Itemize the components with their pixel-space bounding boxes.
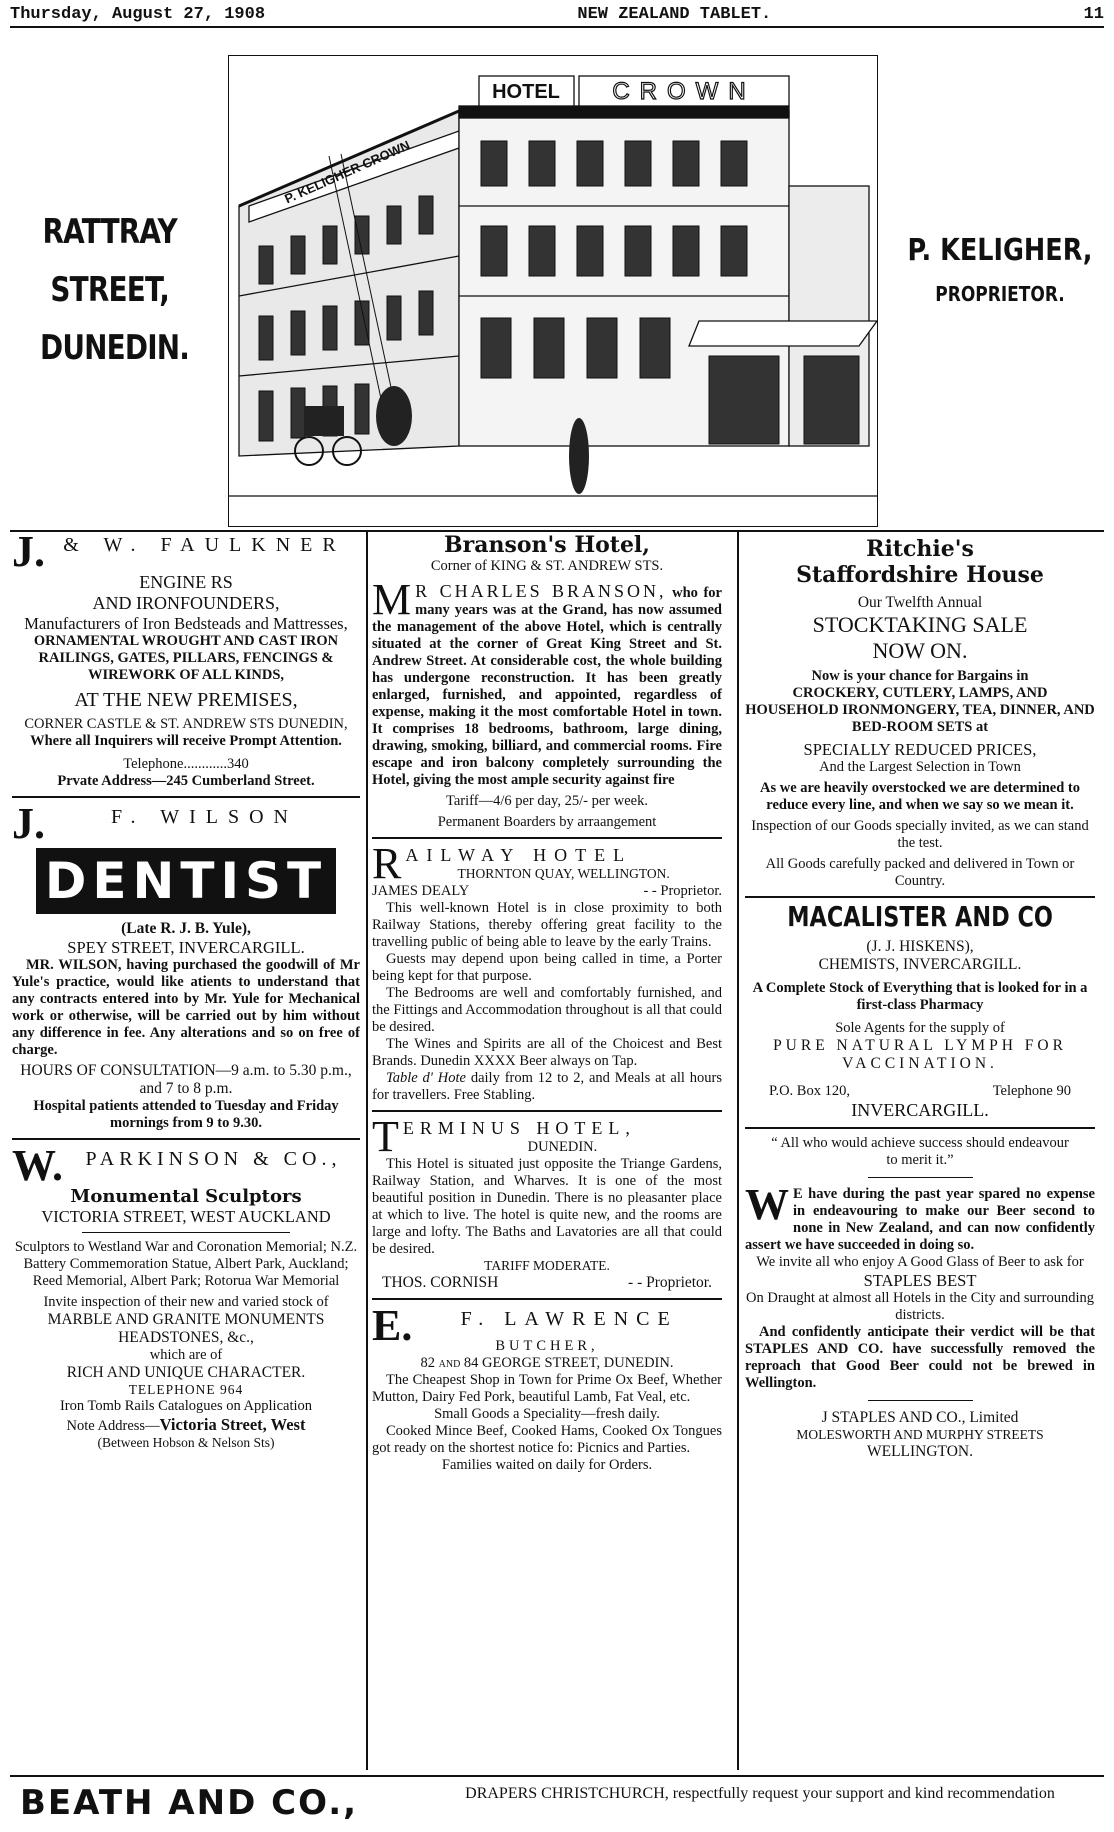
advert-line: which are of bbox=[149, 1347, 223, 1363]
advert-line: SPEY STREET, INVERCARGILL. bbox=[67, 938, 305, 957]
column-2 bbox=[372, 532, 722, 1770]
advert-line: Small Goods a Speciality—fresh daily. bbox=[434, 1406, 660, 1422]
advert-line: Tariff—4/6 per day, 25/- per week. bbox=[446, 793, 648, 809]
advert-name: AILWAY HOTEL bbox=[405, 845, 633, 865]
advert-paragraph: The Wines and Spirits are all of the Choicest and Best Brands. Dunedin XXXX Beer always on Tap. bbox=[372, 1036, 722, 1069]
advert-paragraph: MR. WILSON, having purchased the goodwill of Mr Yule's practice, would like atients to understand that any contracts entered into by Mr. Yule for Mechanical work or otherwise, will be carried out by him without any difference in fee. Any alterations and so on free of charge. bbox=[12, 957, 360, 1058]
column-3 bbox=[745, 532, 1095, 1770]
header-page-number: 11 bbox=[1083, 5, 1104, 24]
advert-paragraph: E have during the past year spared no expense in endeavouring to make our Beer second to none in New Zealand, and can now confidently assert we have succeeded in doing so. bbox=[745, 1186, 1095, 1253]
advert-line: Our Twelfth Annual bbox=[857, 594, 983, 611]
crown-hotel-advert bbox=[10, 28, 1104, 528]
advert-name: F. LAWRENCE bbox=[460, 1308, 678, 1330]
advert-line: Iron Tomb Rails Catalogues on Application bbox=[59, 1398, 313, 1414]
advert-line: MOLESWORTH AND MURPHY STREETS bbox=[796, 1427, 1044, 1442]
advert-line: TELEPHONE 964 bbox=[128, 1382, 244, 1397]
advert-line: Sole Agents for the supply of bbox=[835, 1020, 1005, 1036]
advert-line: - - Proprietor. bbox=[628, 1274, 712, 1291]
advert-line: Prvate Address—245 Cumberland Street. bbox=[57, 773, 315, 789]
advert-line: (Late R. J. B. Yule), bbox=[121, 920, 251, 937]
advert-line: ENGINE RS bbox=[139, 572, 233, 592]
advert-line: AT THE NEW PREMISES, bbox=[74, 689, 298, 711]
advert-paragraph: who for many years was at the Grand, has now assumed the management of the above Hotel, which is centrally situated at the corner of Great King Street and St. Andrew Street. At considerable cost, the whole building has undergone reconstruction. It has been greatly enlarged, furnished, and appointed, regardless of expense, making it the most comfortable Hotel in town. It comprises 18 bedrooms, bathroom, large dining, drawing, smoking, billiard, and commercial rooms. Fire escape and iron balcony completely surrounding the Hotel, giving the most ample security against fire bbox=[372, 585, 722, 788]
page-header bbox=[10, 4, 1104, 28]
advert-title: MACALISTER AND CO bbox=[787, 900, 1053, 933]
advert-separator bbox=[372, 1110, 722, 1112]
advert-line: Inspection of our Goods specially invited, as we can stand the test. bbox=[751, 818, 1089, 851]
column-1 bbox=[12, 532, 360, 1770]
drop-cap: R bbox=[372, 839, 402, 888]
advert-paragraph: Sculptors to Westland War and Coronation Memorial; N.Z. Battery Commemoration Statue, Albert Park, Auckland; Reed Memorial, Albert Park; Rotorua War Memorial bbox=[14, 1239, 358, 1289]
drop-cap: M bbox=[372, 575, 412, 624]
advert-line: Hospital patients attended to Tuesday and Friday mornings from 9 to 9.30. bbox=[33, 1098, 339, 1131]
advert-initial: J. bbox=[12, 799, 45, 848]
advert-line: We invite all who enjoy A Good Glass of Beer to ask for bbox=[756, 1254, 1084, 1270]
advert-line: PURE NATURAL LYMPH FOR VACCINATION. bbox=[773, 1037, 1067, 1072]
advert-line: Corner of KING & ST. ANDREW STS. bbox=[430, 558, 664, 574]
advert-line: MARBLE AND GRANITE MONUMENTS HEADSTONES, &c., bbox=[47, 1311, 325, 1346]
advert-paragraph: Guests may depend upon being called in time, a Porter being kept for that purpose. bbox=[372, 951, 722, 984]
advert-line: WELLINGTON. bbox=[866, 1443, 974, 1460]
advert-separator bbox=[12, 1138, 360, 1140]
advert-line: (J. J. HISKENS), bbox=[866, 938, 974, 955]
advert-line: Families waited on daily for Orders. bbox=[441, 1457, 653, 1473]
advert-line: JAMES DEALY bbox=[372, 883, 470, 899]
advert-line: RICH AND UNIQUE CHARACTER. bbox=[66, 1364, 306, 1381]
rule bbox=[868, 1400, 973, 1401]
advert-line: Now is your chance for Bargains in bbox=[811, 668, 1029, 684]
header-date: Thursday, August 27, 1908 bbox=[10, 5, 266, 24]
advert-line: Telephone 90 bbox=[992, 1083, 1071, 1099]
advert-line: - - Proprietor. bbox=[643, 883, 722, 899]
advert-line: STAPLES BEST bbox=[863, 1271, 977, 1290]
rule bbox=[868, 1177, 973, 1178]
column-rule bbox=[366, 532, 368, 1770]
advert-line: daily from 12 to 2, and Meals at all hours for travellers. Free Stabling. bbox=[372, 1070, 722, 1103]
lawrence-advert bbox=[372, 1301, 722, 1474]
sign-crown: CROWN bbox=[612, 78, 756, 105]
advert-line: A Complete Stock of Everything that is looked for in a first-class Pharmacy bbox=[752, 980, 1088, 1013]
advert-paragraph: And confidently anticipate their verdict will be that STAPLES AND CO. have successfully removed the reproach that Good Beer could not be brewed in Wellington. bbox=[745, 1324, 1095, 1391]
proprietor-title: PROPRIETOR. bbox=[935, 282, 1065, 306]
advert-line: (Between Hobson & Nelson Sts) bbox=[97, 1435, 275, 1450]
advert-line: J STAPLES AND CO., Limited bbox=[821, 1409, 1019, 1426]
advert-title: Branson's Hotel, bbox=[444, 532, 650, 558]
drop-cap: W bbox=[745, 1180, 789, 1229]
macalister-advert bbox=[745, 900, 1095, 1121]
advert-line: P.O. Box 120, bbox=[769, 1083, 850, 1099]
location-line: RATTRAY bbox=[42, 212, 177, 252]
advert-line: Permanent Boarders by arraangement bbox=[437, 814, 657, 830]
advert-paragraph: Cooked Mince Beef, Cooked Hams, Cooked Ox Tongues got ready on the shortest notice fo: Picnics and Parties. bbox=[372, 1423, 722, 1456]
advert-line: NOW ON. bbox=[872, 638, 968, 663]
dentist-badge: DENTIST bbox=[36, 848, 336, 914]
advert-line: TARIFF MODERATE. bbox=[484, 1258, 610, 1273]
advert-line: As we are heavily overstocked we are determined to reduce every line, and when we say so we mean it. bbox=[760, 780, 1080, 813]
advert-line: Telephone............340 bbox=[123, 756, 249, 772]
parkinson-advert bbox=[12, 1141, 360, 1451]
advert-line: Victoria Street, West bbox=[159, 1415, 306, 1434]
crown-hotel-engraving bbox=[228, 55, 878, 527]
advert-line: On Draught at almost all Hotels in the City and surrounding districts. bbox=[746, 1290, 1094, 1323]
advert-separator bbox=[372, 837, 722, 839]
wilson-advert bbox=[12, 799, 360, 1132]
advert-paragraph: This Hotel is situated just opposite the Triange Gardens, Railway Station, and Wharves. It is one of the most beautiful position in Dunedin. There is no pleasanter place at which to live. The hotel is quite new, and the rooms are large and lofty. The Baths and Lavatories are all that could be desired. bbox=[372, 1156, 722, 1257]
crown-location bbox=[40, 203, 190, 377]
advert-line: 82 and 84 GEORGE STREET, DUNEDIN. bbox=[420, 1355, 674, 1371]
footer-advert bbox=[10, 1775, 1104, 1827]
ritchie-advert bbox=[745, 536, 1095, 890]
advert-separator bbox=[372, 1298, 722, 1300]
advert-line: THORNTON QUAY, WELLINGTON. bbox=[457, 866, 670, 881]
advert-name: ERMINUS HOTEL, bbox=[402, 1118, 636, 1138]
advert-line: SPECIALLY REDUCED PRICES, bbox=[803, 740, 1037, 759]
advert-title: Ritchie's bbox=[866, 536, 974, 562]
advert-name: & W. FAULKNER bbox=[63, 534, 346, 556]
advert-separator bbox=[12, 796, 360, 798]
staples-advert bbox=[745, 1135, 1095, 1461]
sign-hotel: HOTEL bbox=[492, 81, 560, 103]
footer-text: DRAPERS CHRISTCHURCH, respectfully request your support and kind recommendation bbox=[465, 1785, 1055, 1802]
location-line: STREET, bbox=[50, 270, 169, 310]
advert-line: CROCKERY, CUTLERY, LAMPS, AND HOUSEHOLD IRONMONGERY, TEA, DINNER, AND BED-ROOM SETS at bbox=[745, 685, 1095, 735]
advert-line: R CHARLES BRANSON, bbox=[415, 581, 667, 601]
advert-line: Monumental Sculptors bbox=[70, 1186, 302, 1207]
advert-line: AND IRONFOUNDERS, bbox=[92, 593, 280, 613]
advert-separator bbox=[745, 1127, 1095, 1129]
advert-line: STOCKTAKING SALE bbox=[812, 612, 1028, 637]
advert-initial: E. bbox=[372, 1301, 413, 1350]
advert-line: DUNEDIN. bbox=[527, 1139, 598, 1155]
advert-line: Note Address— bbox=[66, 1418, 160, 1434]
advert-line: And the Largest Selection in Town bbox=[819, 759, 1021, 775]
advert-line: BUTCHER, bbox=[495, 1338, 599, 1354]
advert-line: HOURS OF CONSULTATION—9 a.m. to 5.30 p.m., and 7 to 8 p.m. bbox=[20, 1062, 352, 1097]
rule bbox=[82, 1232, 291, 1233]
header-paper-title: NEW ZEALAND TABLET. bbox=[577, 5, 772, 24]
advert-line: “ All who would achieve success should endeavour to merit it.” bbox=[771, 1135, 1069, 1168]
advert-separator bbox=[745, 896, 1095, 898]
advert-name: F. WILSON bbox=[111, 806, 298, 828]
advert-line: INVERCARGILL. bbox=[851, 1100, 989, 1120]
advert-line: Manufacturers of Iron Bedsteads and Mattresses, bbox=[24, 614, 348, 633]
advert-title: Staffordshire House bbox=[796, 562, 1044, 588]
advert-line: Invite inspection of their new and varied stock of bbox=[43, 1294, 329, 1310]
advert-line: VICTORIA STREET, WEST AUCKLAND bbox=[41, 1207, 331, 1226]
faulkner-advert bbox=[12, 532, 360, 790]
advert-paragraph: The Bedrooms are well and comfortably furnished, and the Fittings and Accommodation throughout is all that could be desired. bbox=[372, 985, 722, 1035]
advert-line: THOS. CORNISH bbox=[382, 1274, 499, 1291]
railway-hotel-advert bbox=[372, 839, 722, 1104]
advert-paragraph: The Cheapest Shop in Town for Prime Ox Beef, Whether Mutton, Dairy Fed Pork, beautiful Lamb, Fat Veal, etc. bbox=[372, 1372, 722, 1405]
crown-proprietor bbox=[890, 233, 1110, 306]
footer-beath: BEATH AND CO., bbox=[20, 1783, 359, 1823]
advert-line: Table d' Hote bbox=[386, 1070, 466, 1086]
advert-line: All Goods carefully packed and delivered in Town or Country. bbox=[765, 856, 1075, 889]
advert-line: Where all Inquirers will receive Prompt Attention. bbox=[30, 733, 342, 749]
advert-line: CORNER CASTLE & ST. ANDREW STS DUNEDIN, bbox=[24, 716, 348, 732]
drop-cap: T bbox=[372, 1112, 399, 1161]
branson-advert bbox=[372, 532, 722, 831]
advert-line: ORNAMENTAL WROUGHT AND CAST IRON RAILINGS, GATES, PILLARS, FENCINGS & WIREWORK OF ALL KINDS, bbox=[33, 633, 339, 683]
advert-initial: W. bbox=[12, 1141, 63, 1190]
proprietor-name: P. KELIGHER, bbox=[907, 233, 1093, 268]
advert-paragraph: This well-known Hotel is in close proximity to both Railway Stations, thereby offering great facility to the travelling public of being able to leave by the early Trains. bbox=[372, 900, 722, 950]
column-rule bbox=[737, 532, 739, 1770]
location-line: DUNEDIN. bbox=[40, 328, 190, 368]
advert-initial: J. bbox=[12, 532, 45, 576]
terminus-hotel-advert bbox=[372, 1112, 722, 1292]
sign-side: P. KELIGHER CROWN bbox=[282, 137, 413, 207]
advert-name: PARKINSON & CO., bbox=[85, 1148, 342, 1170]
advert-line: CHEMISTS, INVERCARGILL. bbox=[818, 956, 1022, 973]
